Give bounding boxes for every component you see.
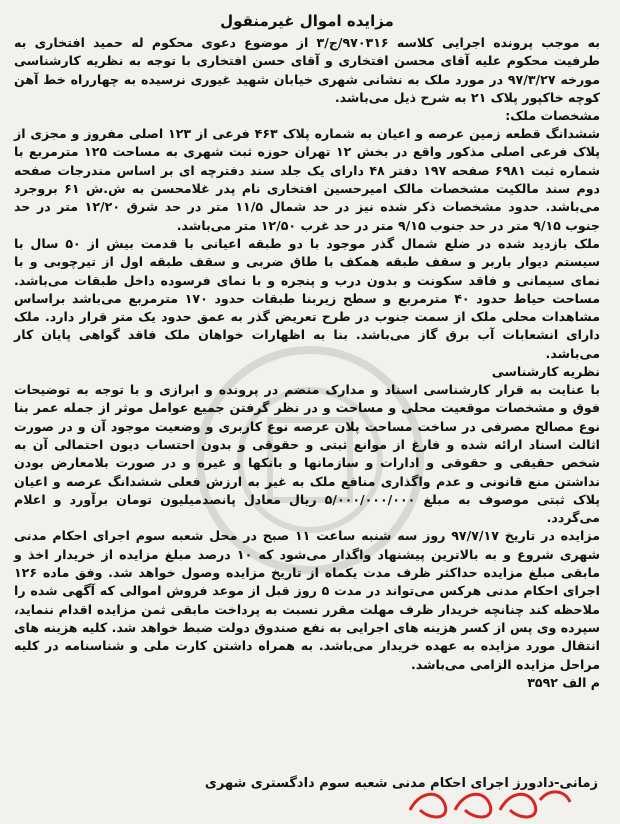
spec-heading: مشخصات ملک: [505, 108, 600, 124]
notice-intro: به موجب پرونده اجرایی کلاسه ۹۷۰۳۱۶/ج/۳ از موضوع دعوی محکوم له حمید افتخاری به طرفیت محکوم علیه آقای محسن افتخاری و آقای حسن افتخاری با توجه به نظریه کارشناسی مورخه ۹۷/۳/۲۷ در مورد ملک به نشانی شهری خیابان شهید غیوری نرسیده به چهارراه خط آهن کوچه خاکپور پلاک ۲۱ به شرح ذیل می‌باشد. [14, 35, 600, 105]
notice-code: م الف ۳۵۹۲ [527, 674, 600, 690]
auction-terms: مزایده در تاریخ ۹۷/۷/۱۷ روز سه شنبه ساعت ۱۱ صبح در محل شعبه سوم اجرای احکام مدنی شهری شروع و به بالاترین پیشنهاد واگذار می‌شود که ۱۰ درصد مبلغ مزایده از خریدار اخذ و مابقی مبلغ مزایده حداکثر ظرف مدت یکماه از تاریخ مزایده وصول خواهد شد. وفق ماده ۱۲۶ اجرای احکام مدنی هرکس می‌تواند در مدت ۵ روز قبل از موعد فروش اموالی که آگهی شده را ملاحظه کند چنانچه خریدار ظرف مهلت مقرر نسبت به پرداخت مابقی ثمن مزایده اقدام ننماید، سپرده وی پس از کسر هزینه های اجرایی به نفع صندوق دولت ضبط خواهد شد. کلیه هزینه های انتقال مورد مزایده به عهده خریدار می‌باشد. به همراه داشتن کارت ملی و شناسنامه در کلیه مراحل مزایده الزامی می‌باشد. [14, 528, 601, 672]
property-specification: ششدانگ قطعه زمین عرصه و اعیان به شماره پلاک ۴۶۳ فرعی از ۱۲۳ اصلی مفروز و مجزی از پلاک فرعی اصلی مذکور واقع در بخش ۱۲ تهران حوزه ثبت شهری به مساحت ۱۲۵ مترمربع با شماره ثبت ۶۹۸۱ صفحه ۱۹۷ دفتر ۴۸ دارای یک جلد سند دفترچه ای بر اساس مندرجات صفحه دوم سند مالکیت مشخصات مالک امیرحسین افتخاری نام پدر غلامحسن به ش.ش ۶۱ بروجرد می‌باشد. حدود مشخصات ذکر شده نیز در حد شمال ۱۱/۵ متر در حد شرق ۱۲/۲۰ متر در حد جنوب ۹/۱۵ متر در حد جنوب ۹/۱۵ متر در حد غرب ۱۲/۵۰ متر می‌باشد. [14, 126, 601, 233]
expert-opinion-heading: نظریه کارشناسی [491, 364, 600, 380]
notice-title: مزایده اموال غیرمنقول [220, 12, 394, 30]
site-visit-description: ملک بازدید شده در ضلع شمال گذر موجود با دو طبقه اعیانی با قدمت بیش از ۵۰ سال با سیستم دیوار باربر و سقف طبقه همکف با طاق ضربی و سقف طبقه اول از تیرچوبی و با نمای سیمانی و فاقد سکونت و بدون درب و پنجره و با نمای فرسوده داخل طبقات می‌باشد. مساحت حیاط حدود ۴۰ مترمربع و سطح زیربنا طبقات حدود ۱۷۰ مترمربع می‌باشد براساس مشاهدات محلی ملک از سمت جنوب در طرح تعریض گذر به عمق حدود یک متر قرار دارد. ملک دارای انشعابات آب برق گاز می‌باشد. بنا به اظهارات خواهان ملک فاقد گواهی پایان کار می‌باشد. [14, 235, 600, 361]
signature-line: زمانی-دادورز اجرای احکام مدنی شعبه سوم دادگستری شهری [204, 776, 598, 791]
expert-opinion: با عنایت به قرار کارشناسی اسناد و مدارک منضم در پرونده و ابرازی و با توجه به توضیحات فوق و مشخصات موقعیت محلی و مساحت و در نظر گرفتن جمیع عوامل موثر از جمله عمر بنا نوع مصالح مصرفی در ساخت مساحت پلان عرصه نوع کاربری و وضعیت موجود آن و در صورت اثالث اسناد ارائه شده و فارغ از موانع ثبتی و حقوقی و بدون احتساب دیون احتمالی آن به شخص حقیقی و حقوقی و ادارات و سازمانها و بانکها و غیره و در صورت بلامعارض بودن نداشتن منع قانونی و عدم واگذاری منافع ملک به غیر به ارزش فعلی ششدانگ عرصه و اعیان پلاک ثبتی موصوف به مبلغ ۵/۰۰۰/۰۰۰/۰۰۰ ریال معادل پانصدمیلیون تومان برآورد و اعلام می‌گردد. [14, 382, 601, 526]
handwritten-number [400, 780, 580, 824]
